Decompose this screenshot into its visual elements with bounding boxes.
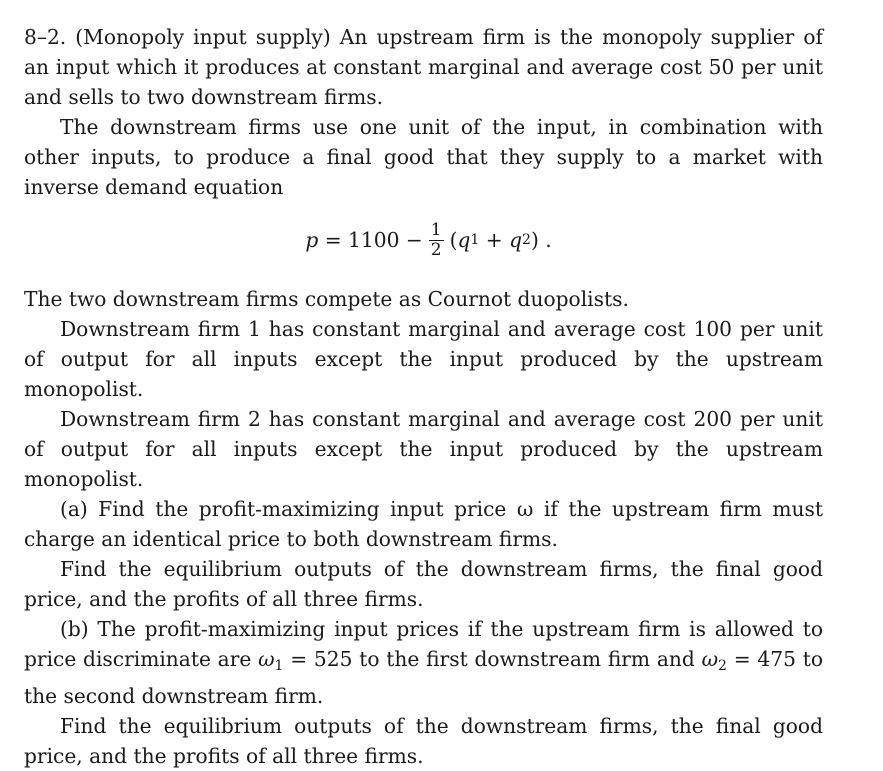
equation-q2-subscript: 2: [522, 232, 531, 248]
problem-intro-paragraph: 8–2. (Monopoly input supply) An upstream firm is the monopoly supplier of an input which it produces at constant marginal and average cost 50 per unit and sells to two downstream firms.: [24, 25, 823, 109]
omega-2-symbol: ω: [701, 647, 719, 671]
equation-q2: q: [509, 228, 523, 252]
cournot-paragraph: The two downstream firms compete as Cournot duopolists.: [24, 287, 629, 311]
downstream-description-paragraph: The downstream firms use one unit of the input, in combination with other inputs, to produce a final good that they supply to a market with inverse demand equation: [24, 115, 823, 199]
firm2-cost-paragraph: Downstream firm 2 has constant marginal and average cost 200 per unit of output for all inputs except the input produced by the upstream monopolist.: [24, 407, 823, 491]
fraction-numerator: 1: [430, 219, 442, 240]
part-b-question: [24, 614, 823, 711]
equation-plus: +: [479, 228, 510, 252]
equation-close-paren: ) .: [530, 228, 552, 252]
equation-open-paren: (: [449, 228, 458, 252]
part-b-text-a: (b) The profit-maximizing input prices if the upstream firm is allowed to price discriminate are: [24, 617, 823, 671]
part-a-question: (a) Find the profit-maximizing input price ω if the upstream firm must charge an identical price to both downstream firms.: [24, 497, 823, 551]
equation-lhs: p: [305, 228, 319, 252]
part-b-followup: Find the equilibrium outputs of the downstream firms, the final good price, and the profits of all three firms.: [24, 714, 823, 768]
inverse-demand-equation: [24, 204, 823, 276]
fraction-denominator: 2: [430, 239, 442, 260]
equation-fraction: [429, 221, 444, 260]
part-b-text-c: = 475 to the second downstream firm.: [24, 647, 823, 708]
equation-q1-subscript: 1: [470, 232, 480, 248]
part-b-text-b: = 525 to the first downstream firm and: [283, 647, 702, 671]
firm1-cost-paragraph: Downstream firm 1 has constant marginal and average cost 100 per unit of output for all inputs except the input produced by the upstream monopolist.: [24, 317, 823, 401]
equation-q1: q: [457, 228, 471, 252]
part-a-followup: Find the equilibrium outputs of the downstream firms, the final good price, and the profits of all three firms.: [24, 557, 823, 611]
omega-1-symbol: ω: [258, 647, 275, 671]
omega-1-subscript: 1: [274, 658, 284, 674]
omega-2-subscript: 2: [718, 658, 727, 674]
equation-equals: [318, 228, 422, 252]
equation-constant: = 1100 −: [324, 228, 423, 252]
